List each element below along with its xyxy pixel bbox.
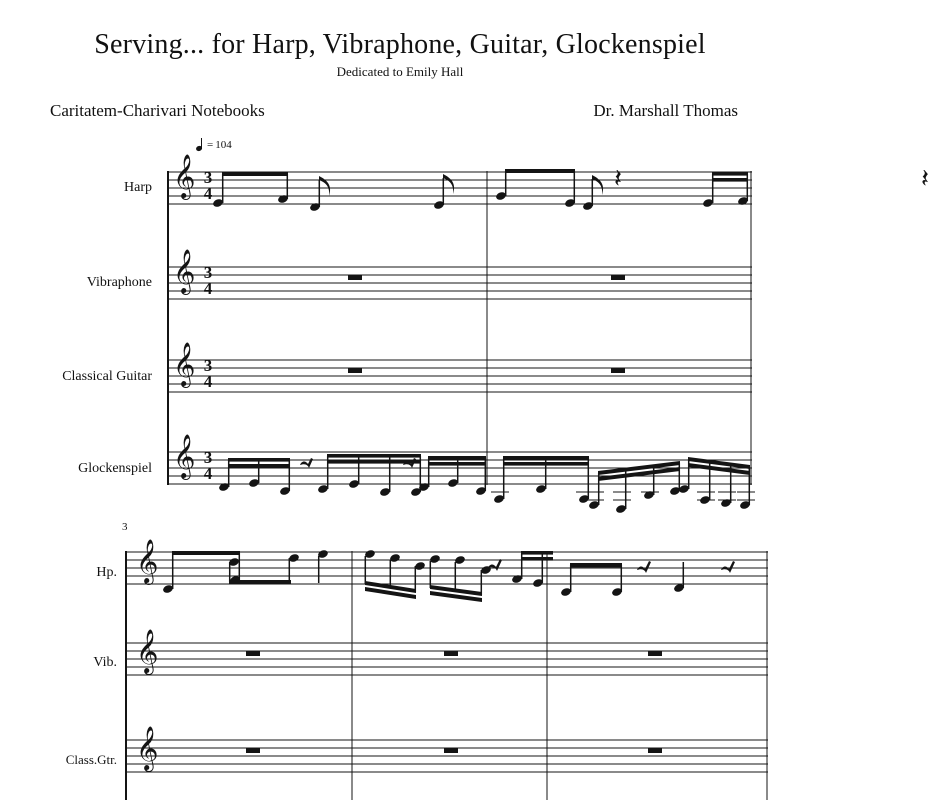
whole-measure-rest [444, 651, 458, 656]
composer-credit: Dr. Marshall Thomas [593, 101, 738, 120]
tempo-bpm: 104 [215, 139, 232, 151]
note-group [433, 174, 454, 210]
note-group [702, 172, 749, 208]
measure-number: 3 [122, 521, 128, 533]
staff-lines-guitar-2 [126, 740, 768, 772]
treble-clef-icon: 𝄞 [136, 726, 159, 770]
time-signature-denominator: 4 [203, 278, 213, 298]
inst-label-vib: Vib. [93, 655, 117, 670]
whole-measure-rest [246, 748, 260, 753]
staff-lines-harp-1 [168, 168, 752, 204]
note-group [364, 549, 426, 599]
note-group [212, 172, 289, 208]
note-group [673, 562, 685, 593]
treble-clef-icon: 𝄞 [173, 434, 196, 478]
note-group [495, 169, 576, 208]
whole-measure-rest [444, 748, 458, 753]
treble-clef-icon: 𝄞 [136, 539, 159, 583]
note-group [491, 456, 594, 504]
time-signature-numerator: 3 [203, 448, 213, 467]
staff-lines-vibraphone-1 [168, 263, 752, 299]
staff-lines-vibraphone-2 [126, 643, 768, 675]
time-signature-denominator: 4 [203, 371, 213, 391]
inst-label-harp: Harp [124, 180, 152, 195]
eighth-rest [721, 561, 735, 573]
note-group [586, 461, 681, 514]
quarter-rest: 𝄽 [614, 164, 622, 194]
eighth-rest [637, 561, 651, 573]
score-dedication: Dedicated to Emily Hall [336, 64, 464, 80]
score-title: Serving... for Harp, Vibraphone, Guitar, Glockenspiel [94, 29, 706, 60]
whole-measure-rest [348, 368, 362, 373]
treble-clef-icon: 𝄞 [173, 249, 196, 293]
treble-clef-icon: 𝄞 [173, 154, 196, 198]
note-group [317, 549, 329, 583]
time-signature-numerator: 3 [203, 168, 213, 187]
quarter-rest: 𝄽 [921, 164, 929, 194]
note-group [309, 176, 330, 212]
note-group [218, 458, 291, 496]
treble-clef-icon: 𝄞 [173, 342, 196, 386]
tempo-equals: = [207, 139, 214, 151]
inst-label-glockenspiel: Glockenspiel [78, 461, 152, 476]
whole-measure-rest [648, 651, 662, 656]
time-signature-denominator: 4 [203, 463, 213, 483]
whole-measure-rest [348, 275, 362, 280]
whole-measure-rest [611, 275, 625, 280]
time-signature-numerator: 3 [203, 263, 213, 282]
inst-label-hp: Hp. [96, 565, 117, 580]
time-signature-denominator: 4 [203, 183, 213, 203]
treble-clef-icon: 𝄞 [136, 629, 159, 673]
inst-label-classical-guitar: Classical Guitar [62, 369, 152, 384]
staff-lines-harp-2 [126, 552, 768, 584]
time-signature-numerator: 3 [203, 356, 213, 375]
inst-label-class-gtr: Class.Gtr. [65, 752, 117, 767]
whole-measure-rest [246, 651, 260, 656]
staff-lines-guitar-1 [168, 356, 752, 392]
publisher-credit: Caritatem-Charivari Notebooks [50, 101, 265, 120]
whole-measure-rest [648, 748, 662, 753]
whole-measure-rest [611, 368, 625, 373]
note-group [429, 554, 492, 602]
inst-label-vibraphone: Vibraphone [86, 275, 152, 290]
